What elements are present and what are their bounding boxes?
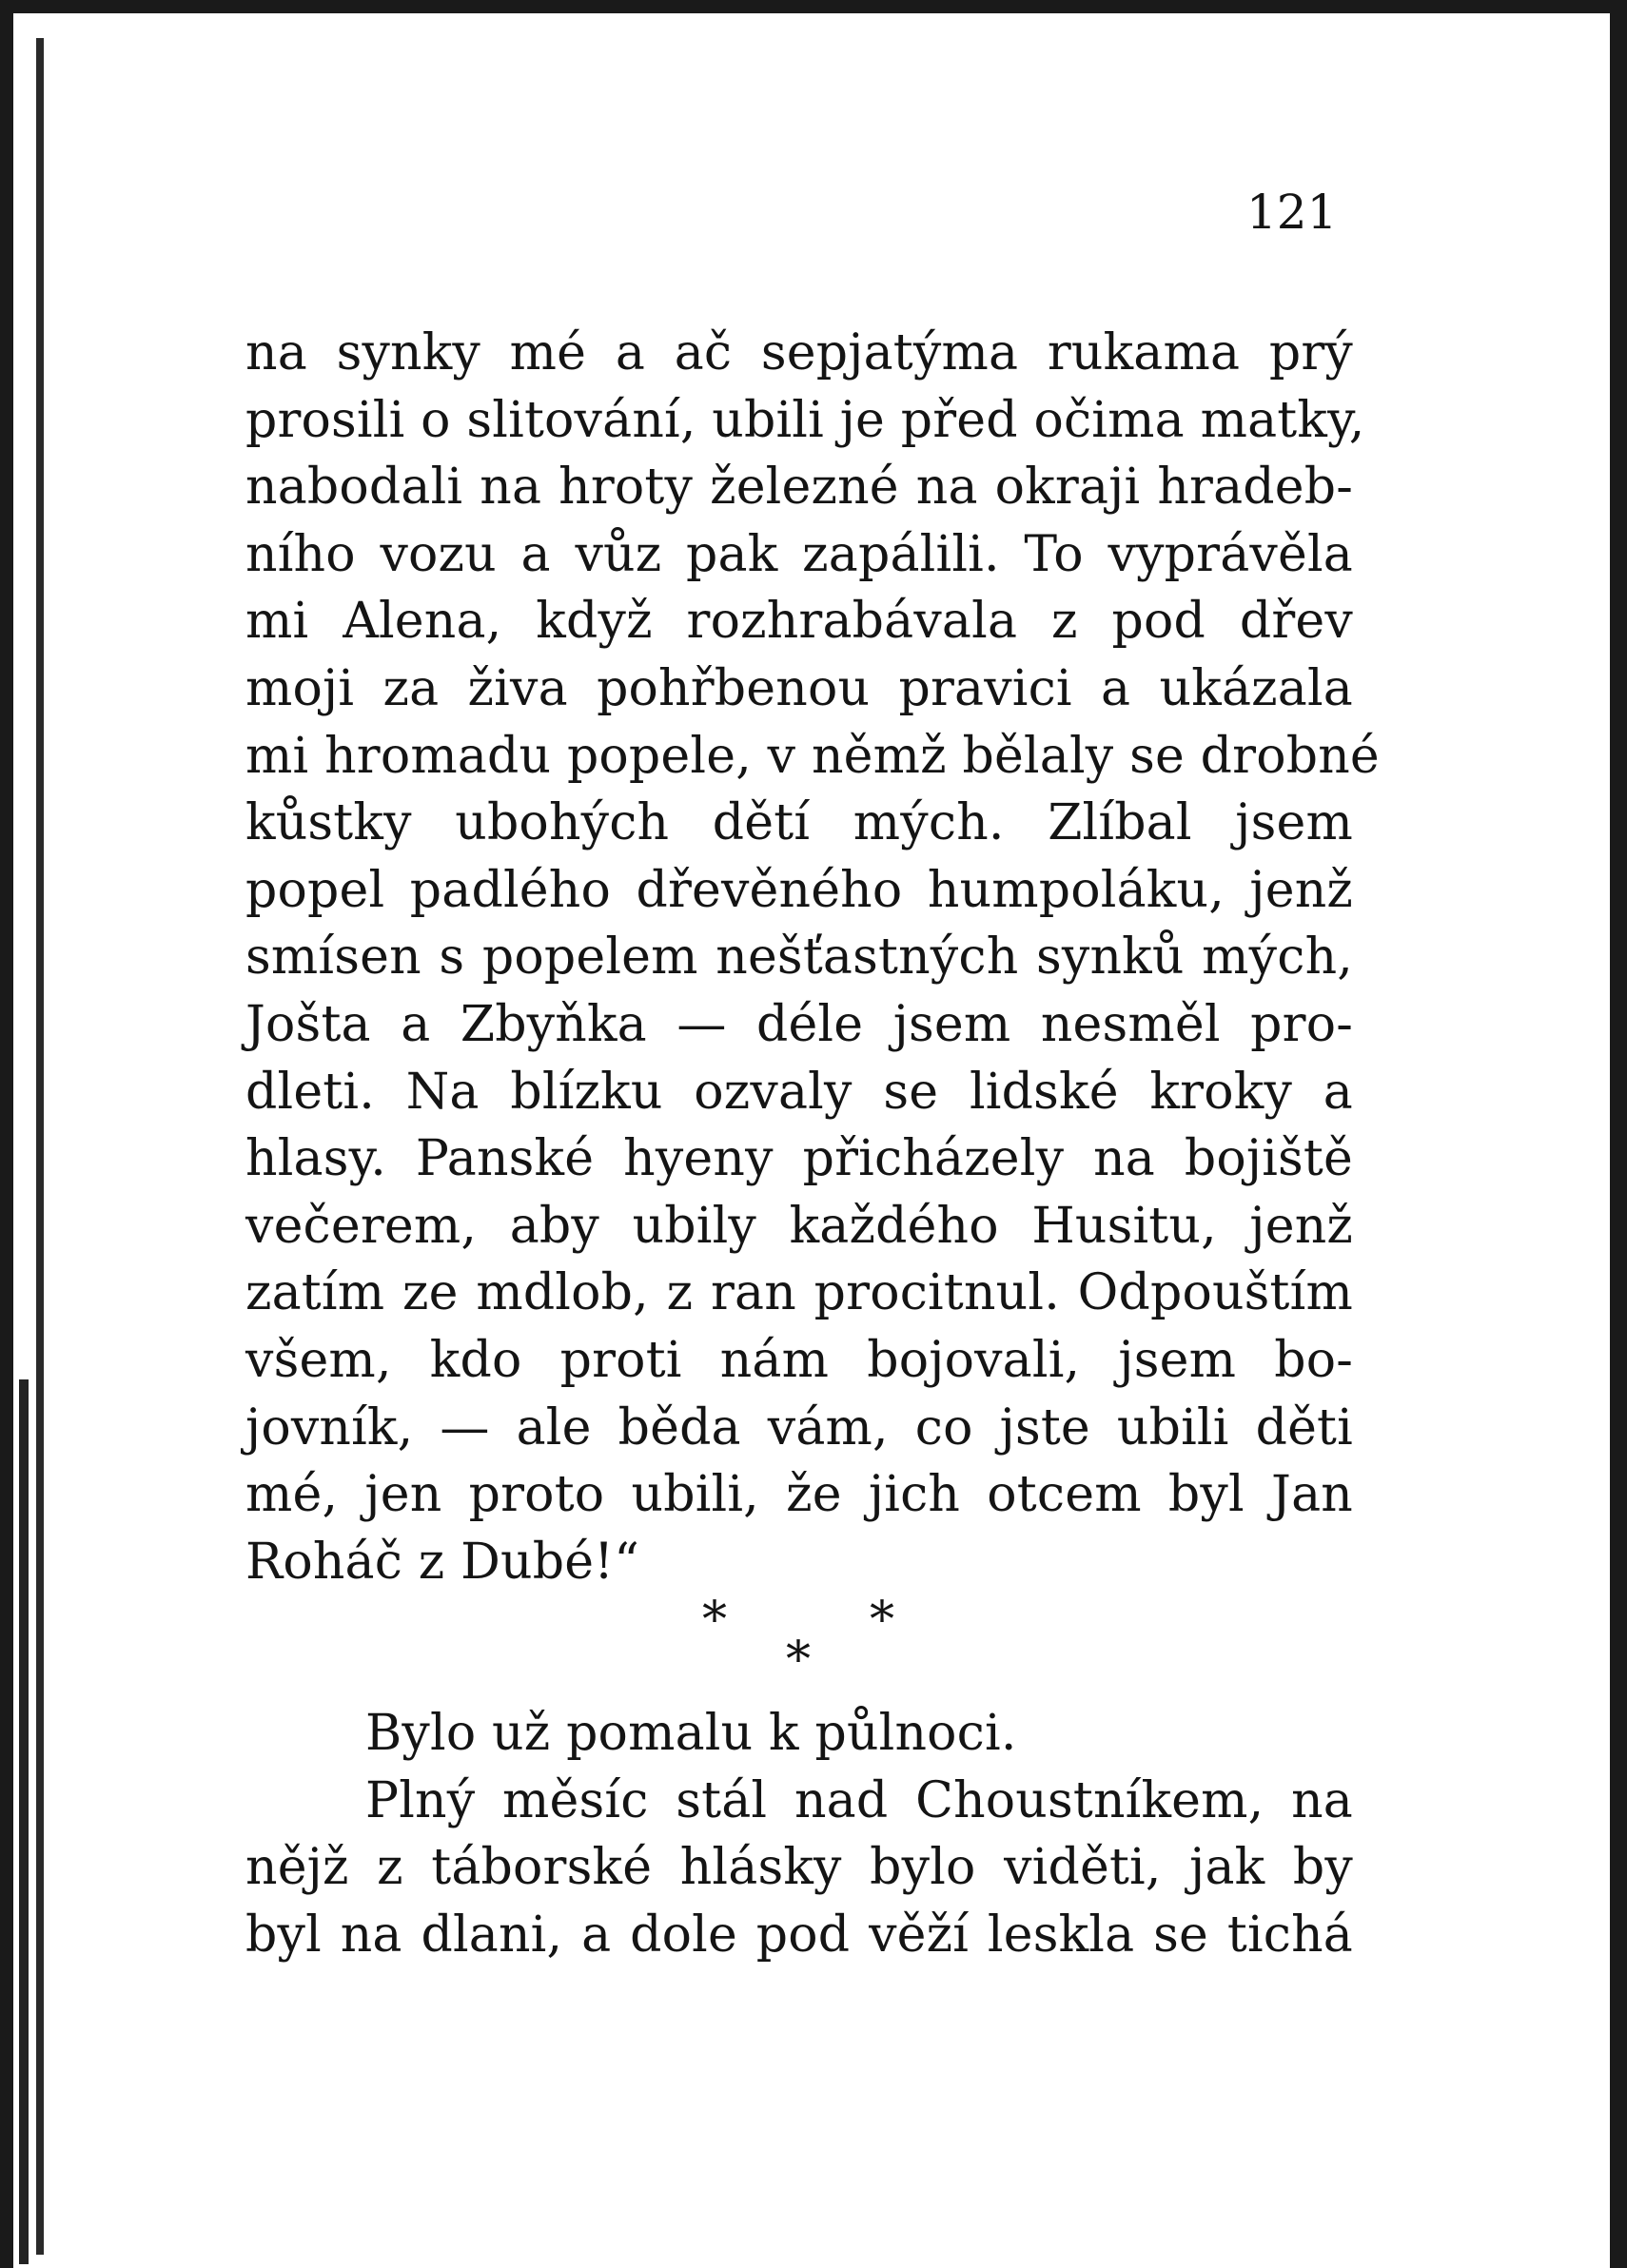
text-line: Jošta a Zbyňka — déle jsem nesměl pro- (245, 995, 1353, 1053)
text-line: všem, kdo proti nám bojovali, jsem bo- (245, 1331, 1353, 1389)
text-line: byl na dlani, a dole pod věží leskla se tichá (245, 1906, 1353, 1965)
scan-border-right (1610, 0, 1627, 2268)
scan-border-left (0, 0, 13, 2268)
text-line: Roháč z Dubé!“ (245, 1533, 640, 1591)
text-line: kůstky ubohých dětí mých. Zlíbal jsem (245, 794, 1353, 852)
text-line: nabodali na hroty železné na okraji hradeb- (245, 459, 1353, 517)
text-line: ního vozu a vůz pak zapálili. To vyprávěla (245, 525, 1353, 583)
text-line: prosili o slitování, ubili je před očima matky, (245, 391, 1365, 449)
binding-gutter-shadow (36, 38, 44, 2255)
scan-border-top (0, 0, 1627, 13)
text-line: na synky mé a ač sepjatýma rukama prý (245, 324, 1353, 381)
text-line: večerem, aby ubily každého Husitu, jenž (245, 1197, 1353, 1255)
text-line: popel padlého dřevěného humpoláku, jenž (245, 861, 1353, 919)
asterisk: * (870, 1592, 894, 1650)
text-line: moji za živa pohřbenou pravici a ukázala (245, 659, 1353, 717)
text-line: hlasy. Panské hyeny přicházely na bojiště (245, 1130, 1353, 1188)
text-line: jovník, — ale běda vám, co jste ubili děti (245, 1398, 1353, 1457)
text-line: smísen s popelem nešťastných synků mých, (245, 929, 1353, 987)
body-text (245, 320, 1380, 1969)
section-break-asterism (245, 1592, 1353, 1700)
text-line: mé, jen proto ubili, že jich otcem byl Jan (245, 1466, 1353, 1524)
text-line: zatím ze mdlob, z ran procitnul. Odpouštím (245, 1264, 1353, 1322)
text-line: nějž z táborské hlásky bylo viděti, jak by (245, 1839, 1353, 1897)
text-line: Bylo už pomalu k půlnoci. (365, 1705, 1017, 1763)
text-line: mi Alena, když rozhrabávala z pod dřev (245, 593, 1353, 651)
text-line: mi hromadu popele, v němž bělaly se drobné (245, 727, 1380, 785)
text-line: dleti. Na blízku ozvaly se lidské kroky a (245, 1063, 1353, 1121)
text-line: Plný měsíc stál nad Choustníkem, na (365, 1771, 1353, 1829)
asterisk: * (702, 1592, 727, 1650)
asterisk: * (786, 1632, 811, 1690)
binding-gutter-shadow-lower (19, 1379, 29, 2264)
page-number: 121 (1246, 185, 1338, 240)
